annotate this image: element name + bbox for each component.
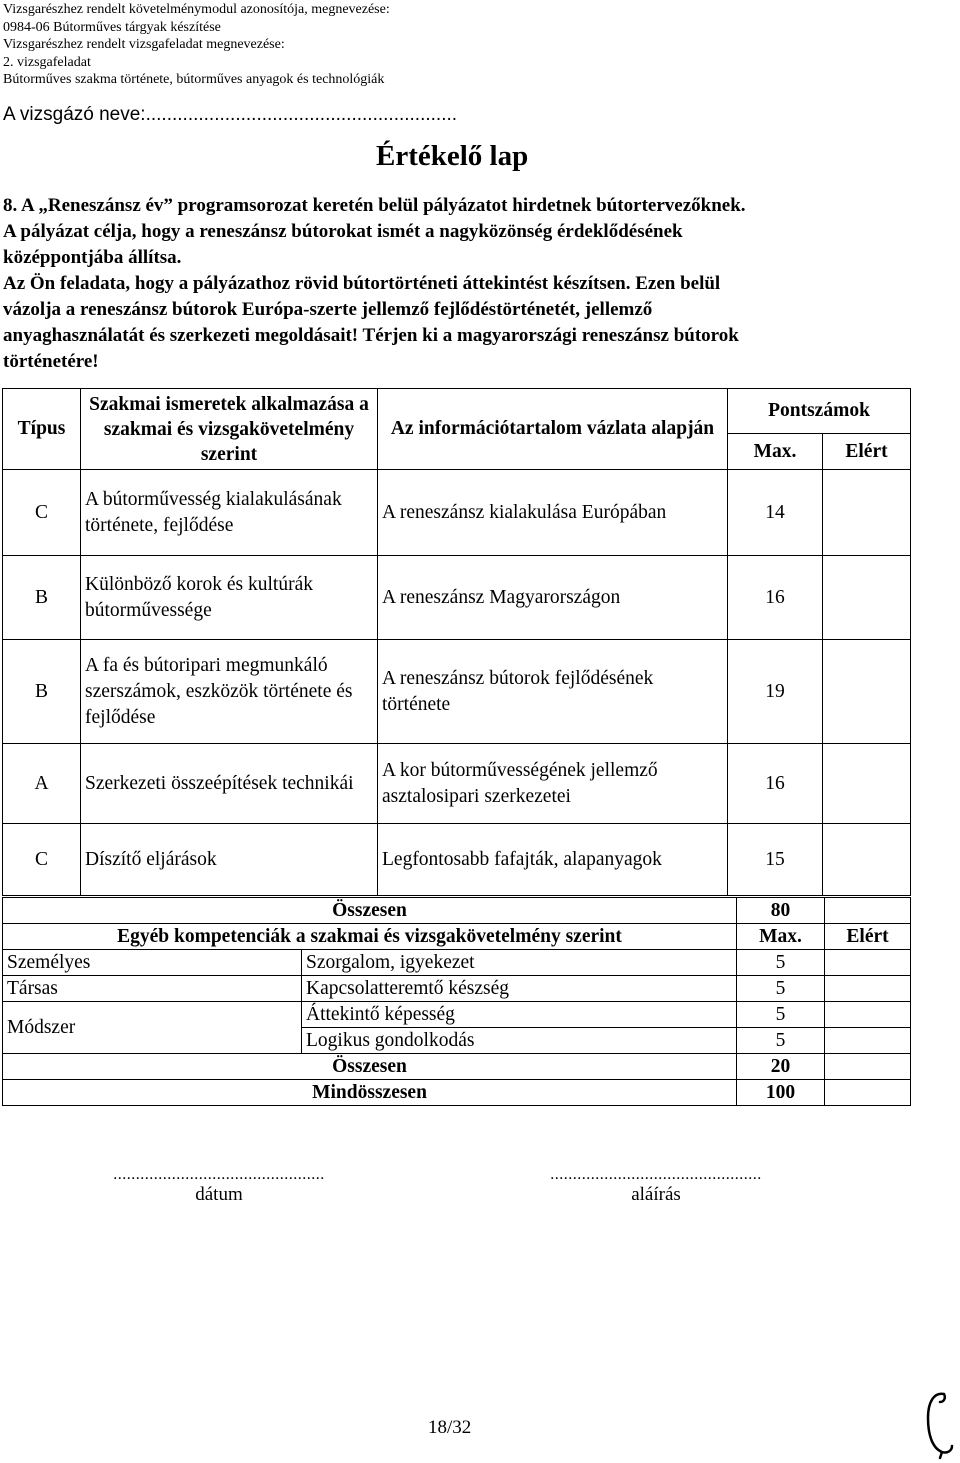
row-type: B xyxy=(3,640,81,744)
total-value: 80 xyxy=(737,898,825,924)
competency-item: Kapcsolatteremtő készség xyxy=(302,976,737,1002)
competency-item: Szorgalom, igyekezet xyxy=(302,950,737,976)
row-outline: A reneszánsz bútorok fejlődésének története xyxy=(378,640,728,744)
header-achieved: Elért xyxy=(823,434,911,470)
table-row xyxy=(3,556,911,640)
competency-category: Személyes xyxy=(3,950,302,976)
row-achieved xyxy=(823,824,911,896)
competency-max: 5 xyxy=(737,1028,825,1054)
competency-max: 5 xyxy=(737,950,825,976)
task-line: vázolja a reneszánsz bútorok Európa-szerte jellemző fejlődéstörténetét, jellemző xyxy=(3,299,653,320)
other-max-header: Max. xyxy=(737,924,825,950)
date-signature-block xyxy=(88,1166,350,1206)
header-type: Típus xyxy=(3,389,81,470)
table-row xyxy=(3,824,911,896)
header-knowledge: Szakmai ismeretek alkalmazása a szakmai és vizsgakövetelmény szerint xyxy=(81,389,378,470)
task-description xyxy=(3,193,906,375)
task-line: A pályázat célja, hogy a reneszánsz bútorokat ismét a nagyközönség érdeklődésének xyxy=(3,221,683,242)
table-row xyxy=(3,470,911,556)
row-knowledge: A fa és bútoripari megmunkáló szerszámok, eszközök története és fejlődése xyxy=(81,640,378,744)
header-line-3: Vizsgarészhez rendelt vizsgafeladat megnevezése: xyxy=(3,37,285,53)
header-outline: Az információtartalom vázlata alapján xyxy=(378,389,728,470)
summary-table xyxy=(2,897,911,1106)
total-label: Összesen xyxy=(3,898,737,924)
row-achieved xyxy=(823,744,911,824)
task-line: 8. A „Reneszánsz év” programsorozat keretén belül pályázatot hirdetnek bútortervezőknek. xyxy=(3,195,746,216)
other-competencies-label: Egyéb kompetenciák a szakmai és vizsgakövetelmény szerint xyxy=(3,924,737,950)
header-max: Max. xyxy=(728,434,823,470)
grand-total-achieved xyxy=(825,1080,911,1106)
row-achieved xyxy=(823,556,911,640)
examinee-name-field: A vizsgázó neve:........................................................... xyxy=(3,104,458,125)
task-line: Az Ön feladata, hogy a pályázathoz rövid bútortörténeti áttekintést készítsen. Ezen belül xyxy=(3,273,721,294)
handwritten-mark-icon xyxy=(922,1388,956,1460)
row-achieved xyxy=(823,640,911,744)
table-row xyxy=(3,1002,911,1028)
row-type: A xyxy=(3,744,81,824)
row-type: C xyxy=(3,824,81,896)
total-achieved xyxy=(825,898,911,924)
row-outline: A reneszánsz kialakulása Európában xyxy=(378,470,728,556)
row-max: 19 xyxy=(728,640,823,744)
row-max: 16 xyxy=(728,744,823,824)
subtotal-achieved xyxy=(825,1054,911,1080)
competency-achieved xyxy=(825,1002,911,1028)
competency-item: Áttekintő képesség xyxy=(302,1002,737,1028)
table-row xyxy=(3,976,911,1002)
date-label: dátum xyxy=(195,1184,243,1205)
document-header xyxy=(3,1,390,89)
task-line: középpontjába állítsa. xyxy=(3,247,182,268)
task-line: anyaghasználatát és szerkezeti megoldásait! Térjen ki a magyarországi reneszánsz bútorok xyxy=(3,325,739,346)
header-line-4: 2. vizsgafeladat xyxy=(3,54,91,70)
row-knowledge: A bútorművesség kialakulásának története, fejlődése xyxy=(81,470,378,556)
header-points: Pontszámok xyxy=(728,389,911,434)
subtotal-label: Összesen xyxy=(3,1054,737,1080)
competency-max: 5 xyxy=(737,976,825,1002)
row-knowledge: Díszítő eljárások xyxy=(81,824,378,896)
competency-max: 5 xyxy=(737,1002,825,1028)
grand-total-label: Mindösszesen xyxy=(3,1080,737,1106)
row-outline: A kor bútorművességének jellemző asztalosipari szerkezetei xyxy=(378,744,728,824)
table-row xyxy=(3,640,911,744)
task-line: történetére! xyxy=(3,351,99,372)
grand-total-value: 100 xyxy=(737,1080,825,1106)
evaluation-table xyxy=(2,388,911,896)
row-max: 16 xyxy=(728,556,823,640)
signature-label: aláírás xyxy=(631,1184,681,1205)
header-line-5: Bútorműves szakma története, bútorműves anyagok és technológiák xyxy=(3,72,385,88)
other-achieved-header: Elért xyxy=(825,924,911,950)
row-max: 14 xyxy=(728,470,823,556)
competency-item: Logikus gondolkodás xyxy=(302,1028,737,1054)
competency-achieved xyxy=(825,950,911,976)
page-title: Értékelő lap xyxy=(376,140,529,172)
row-type: C xyxy=(3,470,81,556)
signature-line: ............................................... xyxy=(550,1166,762,1183)
row-type: B xyxy=(3,556,81,640)
row-max: 15 xyxy=(728,824,823,896)
date-line: ............................................... xyxy=(113,1166,325,1183)
competency-achieved xyxy=(825,976,911,1002)
signature-block xyxy=(525,1166,787,1206)
row-knowledge: Szerkezeti összeépítések technikái xyxy=(81,744,378,824)
row-outline: Legfontosabb fafajták, alapanyagok xyxy=(378,824,728,896)
row-knowledge: Különböző korok és kultúrák bútorművessége xyxy=(81,556,378,640)
page-number: 18/32 xyxy=(428,1417,472,1438)
competency-achieved xyxy=(825,1028,911,1054)
table-row xyxy=(3,950,911,976)
row-achieved xyxy=(823,470,911,556)
competency-category: Társas xyxy=(3,976,302,1002)
competency-category: Módszer xyxy=(3,1002,302,1054)
header-line-2: 0984-06 Bútorműves tárgyak készítése xyxy=(3,19,221,35)
header-line-1: Vizsgarészhez rendelt követelménymodul azonosítója, megnevezése: xyxy=(3,2,390,17)
table-row xyxy=(3,744,911,824)
subtotal-value: 20 xyxy=(737,1054,825,1080)
row-outline: A reneszánsz Magyarországon xyxy=(378,556,728,640)
